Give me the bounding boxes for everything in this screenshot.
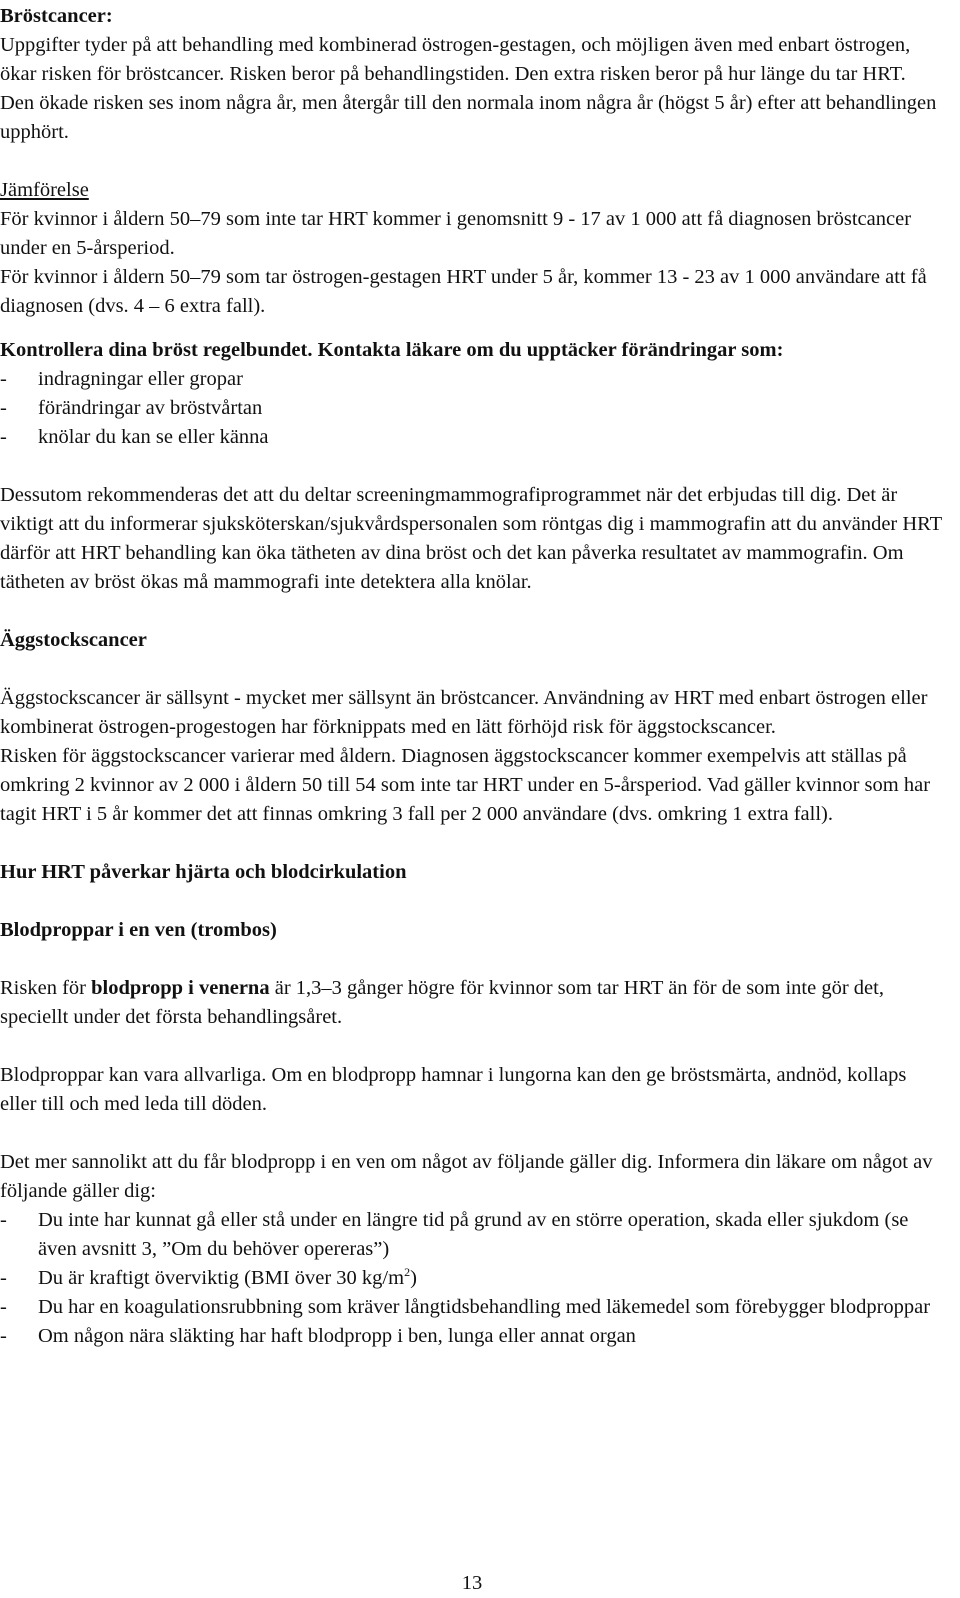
- clot-likelihood-paragraph: Det mer sannolikt att du får blodpropp i en ven om något av följande gäller dig. Informera din läkare om något av följande gäller dig:: [0, 1151, 933, 1202]
- list-dash: -: [0, 1267, 7, 1289]
- page-number: 13: [461, 1572, 483, 1594]
- list-dash: -: [0, 368, 7, 390]
- comparison-paragraph-2: För kvinnor i åldern 50–79 som tar östrogen-gestagen HRT under 5 år, kommer 13 - 23 av 1 000 användare att få diagnosen (dvs. 4 – 6 extra fall).: [0, 266, 927, 317]
- thrombosis-risk-emphasis: blodpropp i venerna: [91, 977, 270, 999]
- check-breasts-heading: Kontrollera dina bröst regelbundet. Kontakta läkare om du upptäcker förändringar som:: [0, 339, 784, 361]
- list-item-text: Du inte har kunnat gå eller stå under en längre tid på grund av en större operation, skada eller sjukdom (se även avsnitt 3, ”Om du behöver opereras”): [38, 1209, 909, 1260]
- superscript: 2: [404, 1265, 411, 1280]
- breast-cancer-paragraph: Uppgifter tyder på att behandling med kombinerad östrogen-gestagen, och möjligen även med enbart östrogen, ökar risken för bröstcancer. Risken beror på behandlingstiden. Den extra risken beror på hur länge du tar HRT. Den ökade risken ses inom några år, men återgår till den normala inom några år (högst 5 år) efter att behandlingen upphört.: [0, 34, 937, 143]
- list-item: [0, 1206, 944, 1264]
- list-item-text: Om någon nära släkting har haft blodpropp i ben, lunga eller annat organ: [38, 1325, 636, 1347]
- thrombosis-risk-paragraph: Risken för blodpropp i venerna är 1,3–3 gånger högre för kvinnor som tar HRT än för de som inte gör det, speciellt under det första behandlingsåret.: [0, 977, 884, 1028]
- comparison-heading: Jämförelse: [0, 179, 89, 201]
- list-dash: -: [0, 426, 7, 448]
- ovarian-cancer-paragraph-1: Äggstockscancer är sällsynt - mycket mer sällsynt än bröstcancer. Användning av HRT med enbart östrogen eller kombinerat östrogen-progestogen har förknippats med en lätt förhöjd risk för äggstockscancer.: [0, 687, 928, 738]
- breast-cancer-heading: Bröstcancer:: [0, 5, 113, 27]
- list-item: [0, 394, 944, 423]
- list-item: [0, 1293, 944, 1322]
- heart-circulation-heading: Hur HRT påverkar hjärta och blodcirkulation: [0, 861, 407, 883]
- comparison-paragraph-1: För kvinnor i åldern 50–79 som inte tar HRT kommer i genomsnitt 9 - 17 av 1 000 att få diagnosen bröstcancer under en 5-årsperiod.: [0, 208, 912, 259]
- list-item-text: förändringar av bröstvårtan: [38, 397, 263, 419]
- screening-paragraph: Dessutom rekommenderas det att du deltar screeningmammografiprogrammet när det erbjudas till dig. Det är viktigt att du informerar sjuksköterskan/sjukvårdspersonalen som röntgas dig i mammografin att du använder HRT därför att HRT behandling kan öka tätheten av dina bröst och det kan påverka resultatet av mammografin. Om tätheten av bröst ökas må mammografi inte detektera alla knölar.: [0, 484, 942, 593]
- ovarian-cancer-paragraph-2: Risken för äggstockscancer varierar med åldern. Diagnosen äggstockscancer kommer exempelvis att ställas på omkring 2 kvinnor av 2 000 i åldern 50 till 54 som inte tar HRT under en 5-årsperiod. Vad gäller kvinnor som har tagit HRT i 5 år kommer det att finnas omkring 3 fall per 2 000 användare (dvs. omkring 1 extra fall).: [0, 745, 931, 825]
- list-item: [0, 1264, 944, 1293]
- list-dash: -: [0, 1209, 7, 1231]
- list-item-text: indragningar eller gropar: [38, 368, 243, 390]
- list-item: [0, 423, 944, 452]
- list-item-text: Du har en koagulationsrubbning som kräver långtidsbehandling med läkemedel som förebygger blodproppar: [38, 1296, 931, 1318]
- list-dash: -: [0, 1296, 7, 1318]
- list-item-text: Du är kraftigt överviktig (BMI över 30 $kg/m^2$): [38, 1265, 417, 1289]
- list-item: [0, 365, 944, 394]
- clot-seriousness-paragraph: Blodproppar kan vara allvarliga. Om en blodpropp hamnar i lungorna kan den ge bröstsmärta, andnöd, kollaps eller till och med leda till döden.: [0, 1064, 907, 1115]
- list-item: [0, 1322, 944, 1351]
- ovarian-cancer-heading: Äggstockscancer: [0, 629, 147, 651]
- list-dash: -: [0, 397, 7, 419]
- document-page: [0, 2, 944, 1351]
- list-item-text: knölar du kan se eller känna: [38, 426, 269, 448]
- list-dash: -: [0, 1325, 7, 1347]
- thrombosis-heading: Blodproppar i en ven (trombos): [0, 919, 277, 941]
